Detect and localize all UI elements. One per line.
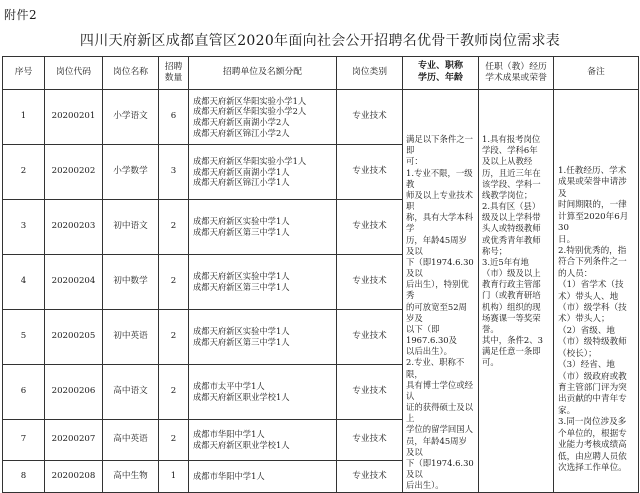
notes-line: 2.特别优秀的，指 [558,245,627,256]
honor-requirements-line: 1.具有报考岗位 [482,134,541,144]
honor-requirements-line: （市）级及以上 [482,268,541,279]
notes-line: 家。 [558,405,576,416]
notes-line: 术）带头人； [558,314,610,325]
honor-requirements-line: 教育行政主管部 [482,279,541,290]
cell-category: 专业技术 [337,419,403,461]
cell-code: 20200206 [45,364,103,419]
cell-units [189,309,337,364]
cell-code: 20200208 [45,461,103,492]
honor-requirements-line: 2.具有区（县） [482,201,541,212]
cell-code: 20200204 [45,254,103,309]
notes-line: （3）经省、地 [558,360,616,371]
edu-requirements-line: 1.专业不限，一级教 [406,167,473,189]
honor-requirements-line: 该学段、学科一 [482,178,541,189]
edu-requirements-line: 后出生）。 [406,480,444,491]
cell-units [189,144,337,199]
cell-category: 专业技术 [337,254,403,309]
unit-line: 成都市太平中学1人 [193,381,265,392]
edu-requirements-line: 以后出生）。 [406,346,453,357]
cell-name: 初中英语 [103,309,159,364]
notes-line: （市）级政府或教 [558,371,627,382]
honor-requirements-line: 头人或特级教师 [482,223,541,234]
edu-requirements-line: 后出生），特别优秀 [406,279,469,301]
header-honor-line2: 学术成果或荣誉 [485,73,547,83]
notes-line: 时间期限的，一律 [558,200,627,211]
edu-requirements-line: 下（即1974.6.30及以 [406,457,474,480]
notes-line: 术）带头人、地 [558,291,619,302]
cell-units [189,90,337,145]
unit-line: 成都天府新区南湖小学1人 [193,166,290,177]
notes-line: 3.同一岗位涉及多 [558,417,627,428]
notes-line: 日。 [558,234,576,245]
honor-requirements-line: 誉。 [482,323,499,334]
table-row [3,90,639,145]
honor-requirements-line: 学段、学科6年 [482,145,538,156]
unit-line: 成都天府新区华阳实验小学1人 [193,95,307,106]
cell-seq: 6 [3,364,45,419]
cell-count: 2 [159,309,189,364]
honor-requirements-line: 其中，条件2、3 [482,335,543,346]
unit-line: 成都天府新区第三中学1人 [193,336,290,347]
edu-requirements-line: 证的获得硕士及以上 [406,402,473,424]
cell-name: 初中数学 [103,254,159,309]
edu-requirements-line: 的可放宽至52周岁及 [406,301,467,323]
unit-line: 成都天府新区职业学校1人 [193,391,290,402]
unit-line: 成都市华阳中学1人 [193,471,265,482]
notes-line: （校长）； [558,348,597,359]
cell-code: 20200201 [45,90,103,145]
cell-count: 2 [159,254,189,309]
cell-category: 专业技术 [337,90,403,145]
header-notes: 备注 [554,57,639,90]
notes-line: 的人员： [558,268,593,279]
cell-seq: 8 [3,461,45,492]
honor-requirements-line: 历，且近三年在 [482,167,541,178]
cell-name: 小学数学 [103,144,159,199]
cell-count: 2 [159,419,189,461]
header-row [3,57,639,90]
cell-count: 2 [159,364,189,419]
cell-seq: 1 [3,90,45,145]
header-education-line1: 专业、职称 [417,61,463,72]
cell-name: 小学语文 [103,90,159,145]
honor-requirements-line: 场赛课一等奖荣 [482,312,541,323]
honor-requirements-line: 门（或教育研培 [482,290,541,301]
honor-requirements-line: 满足任意一条即 [482,346,541,357]
cell-category: 专业技术 [337,364,403,419]
header-education-line2: 学历、年龄 [417,73,463,83]
edu-requirements-line: 以下（即1967.6.30及 [406,323,457,346]
document-title: 四川天府新区成都直管区2020年面向社会公开招聘名优骨干教师岗位需求表 [79,33,561,49]
cell-units [189,419,337,461]
cell-code: 20200203 [45,199,103,254]
header-education [403,57,479,90]
unit-line: 成都天府新区锦江小学1人 [193,177,290,188]
unit-line: 成都天府新区职业学校1人 [193,440,290,451]
notes-line: （2）省级、地 [558,325,616,336]
cell-code: 20200202 [45,144,103,199]
notes-line: 计算至2020年6月30 [558,211,629,234]
education-requirements-cell [403,90,479,493]
notes-line: （1）省学术（技 [558,280,624,291]
unit-line: 成都市华阳中学1人 [193,429,265,440]
cell-units [189,461,337,492]
header-count-line2: 数量 [164,73,183,83]
cell-name: 高中英语 [103,419,159,461]
cell-category: 专业技术 [337,309,403,364]
unit-line: 成都天府新区实验中学1人 [193,326,290,337]
unit-line: 成都天府新区华阳实验小学1人 [193,155,307,166]
header-category: 岗位类别 [337,57,403,90]
notes-line: 次选择工作单位。 [558,462,627,473]
cell-category: 专业技术 [337,461,403,492]
cell-units [189,364,337,419]
recruitment-table [2,56,639,493]
notes-line: 出贡献的中青年专 [558,394,627,405]
cell-code: 20200207 [45,419,103,461]
notes-line: 符合下列条件之一 [558,257,627,268]
honor-requirements-line: 3.近5年有地 [482,256,529,267]
honor-requirements-line: 称号； [482,245,508,256]
cell-seq: 2 [3,144,45,199]
cell-count: 1 [159,461,189,492]
notes-cell [554,90,639,493]
cell-units [189,254,337,309]
cell-category: 专业技术 [337,199,403,254]
edu-requirements-line: 2.专业、职称不限， [406,357,465,379]
cell-seq: 4 [3,254,45,309]
honor-requirements-line: 可。 [482,357,499,368]
cell-name: 高中语文 [103,364,159,419]
cell-count: 2 [159,199,189,254]
header-count [159,57,189,90]
attachment-label: 附件2 [4,8,38,22]
edu-requirements-line: 称，具有大学本科学 [406,212,473,234]
notes-line: （市）级学科（技 [558,303,627,314]
edu-requirements-line: 学位的留学回国人 [406,424,473,435]
cell-seq: 7 [3,419,45,461]
unit-line: 成都天府新区实验中学1人 [193,271,290,282]
honor-requirements-line: 级及以上学科带 [482,212,541,223]
notes-line: 低，由应聘人员依 [558,451,627,462]
cell-category: 专业技术 [337,144,403,199]
edu-requirements-line: 具有博士学位或经认 [406,379,473,401]
cell-units [189,199,337,254]
header-name: 岗位名称 [103,57,159,90]
unit-line: 成都天府新区第三中学1人 [193,226,290,237]
unit-line: 成都天府新区华阳实验小学2人 [193,106,307,117]
cell-count: 6 [159,90,189,145]
header-code: 岗位代码 [45,57,103,90]
cell-name: 初中语文 [103,199,159,254]
notes-line: 业能力考核成绩高 [558,440,627,451]
honor-requirements-line: 及以上从教经 [482,156,533,167]
edu-requirements-line: 可： [406,156,423,167]
cell-name: 高中生物 [103,461,159,492]
header-count-line1: 招聘 [164,61,183,72]
edu-requirements-line: 员，年龄45周岁及以 [406,435,467,457]
edu-requirements-line: 历，年龄45周岁及以 [406,234,467,256]
unit-line: 成都天府新区南湖小学2人 [193,116,290,127]
cell-seq: 3 [3,199,45,254]
honor-requirements-line: 或优秀青年教师 [482,234,541,245]
edu-requirements-line: 下（即1974.6.30及以 [406,256,474,279]
notes-line: 成果或荣誉申请涉及 [558,177,627,199]
header-units: 招聘单位及名额分配 [189,57,337,90]
honor-requirements-cell [479,90,554,493]
edu-requirements-line: 满足以下条件之一即 [406,134,473,156]
cell-seq: 5 [3,309,45,364]
notes-line: 育主管部门评为突 [558,383,627,394]
edu-requirements-line: 师及以上专业技术职 [406,189,473,212]
notes-line: 1.任教经历、学术 [558,166,627,176]
honor-requirements-line: 线教学岗位； [482,189,533,200]
header-honor [479,57,554,90]
unit-line: 成都天府新区锦江小学2人 [193,127,290,138]
cell-code: 20200205 [45,309,103,364]
honor-requirements-line: 机构）组织的现 [482,301,541,312]
header-honor-line1: 任职（教）经历 [485,61,547,72]
unit-line: 成都天府新区第三中学1人 [193,281,290,292]
header-seq: 序号 [3,57,45,90]
unit-line: 成都天府新区实验中学1人 [193,216,290,227]
cell-count: 3 [159,144,189,199]
notes-line: （市）级特级教师 [558,337,627,348]
notes-line: 个单位的，根据专 [558,428,627,439]
